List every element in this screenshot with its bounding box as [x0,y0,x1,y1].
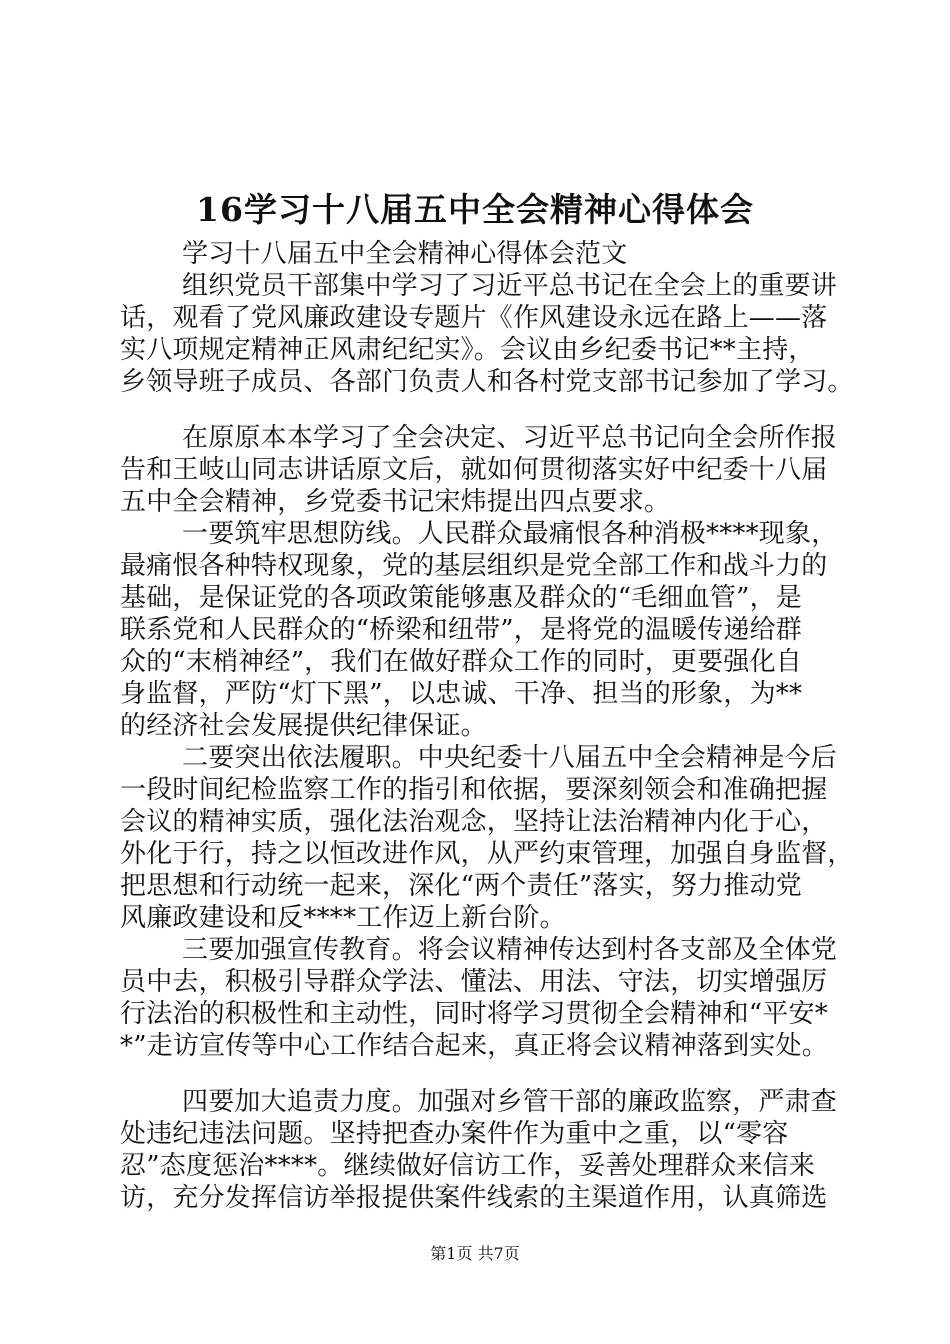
text-line: 二要突出依法履职。中央纪委十八届五中全会精神是今后 [182,743,838,773]
text-line: 基础，是保证党的各项政策能够惠及群众的“毛细血管”，是 [120,583,802,613]
text-line: 把思想和行动统一起来，深化“两个责任”落实，努力推动党 [120,871,802,901]
text-line: 最痛恨各种特权现象，党的基层组织是党全部工作和战斗力的 [120,551,828,581]
text-line: 身监督，严防“灯下黑”，以忠诚、干净、担当的形象，为** [120,679,803,709]
text-line: 风廉政建设和反****工作迈上新台阶。 [120,903,566,933]
text-line: 会议的精神实质，强化法治观念，坚持让法治精神内化于心， [120,807,828,837]
text-line: 一要筑牢思想防线。人民群众最痛恨各种消极****现象， [182,519,838,549]
text-line: 在原原本本学习了全会决定、习近平总书记向全会所作报 [182,423,838,453]
text-line: 三要加强宣传教育。将会议精神传达到村各支部及全体党 [182,935,838,965]
text-line: 告和王岐山同志讲话原文后，就如何贯彻落实好中纪委十八届 [120,455,828,485]
text-line: 实八项规定精神正风肃纪纪实》。会议由乡纪委书记**主持， [120,335,815,365]
page-footer: 第1页 共7页 [430,1244,520,1263]
text-line: 外化于行，持之以恒改进作风，从严约束管理，加强自身监督， [120,839,854,869]
text-line: 的经济社会发展提供纪律保证。 [120,711,487,741]
text-line: 联系党和人民群众的“桥梁和纽带”，是将党的温暖传递给群 [120,615,802,645]
text-line: 访，充分发挥信访举报提供案件线索的主渠道作用，认真筛选 [120,1183,828,1213]
text-line: 员中去，积极引导群众学法、懂法、用法、守法，切实增强厉 [120,967,828,997]
text-line: 忍”态度惩治****。继续做好信访工作，妥善处理群众来信来 [120,1151,816,1181]
text-line: 众的“末梢神经”，我们在做好群众工作的同时，更要强化自 [120,647,802,677]
text-line: 组织党员干部集中学习了习近平总书记在全会上的重要讲 [182,271,838,301]
document-title: 16学习十八届五中全会精神心得体会 [196,190,754,229]
text-line: 话，观看了党风廉政建设专题片《作风建设永远在路上——落 [120,303,828,333]
text-line: 一段时间纪检监察工作的指引和依据，要深刻领会和准确把握 [120,775,828,805]
text-line: 行法治的积极性和主动性，同时将学习贯彻全会精神和“平安* [120,999,828,1029]
text-line: 四要加大追责力度。加强对乡管干部的廉政监察，严肃查 [182,1087,838,1117]
text-line: 五中全会精神，乡党委书记宋炜提出四点要求。 [120,487,671,517]
text-line: 处违纪违法问题。坚持把查办案件作为重中之重，以“零容 [120,1119,789,1149]
text-line: 学习十八届五中全会精神心得体会范文 [182,239,628,269]
text-line: *”走访宣传等中心工作结合起来，真正将会议精神落到实处。 [120,1031,828,1061]
text-line: 乡领导班子成员、各部门负责人和各村党支部书记参加了学习。 [120,367,854,397]
